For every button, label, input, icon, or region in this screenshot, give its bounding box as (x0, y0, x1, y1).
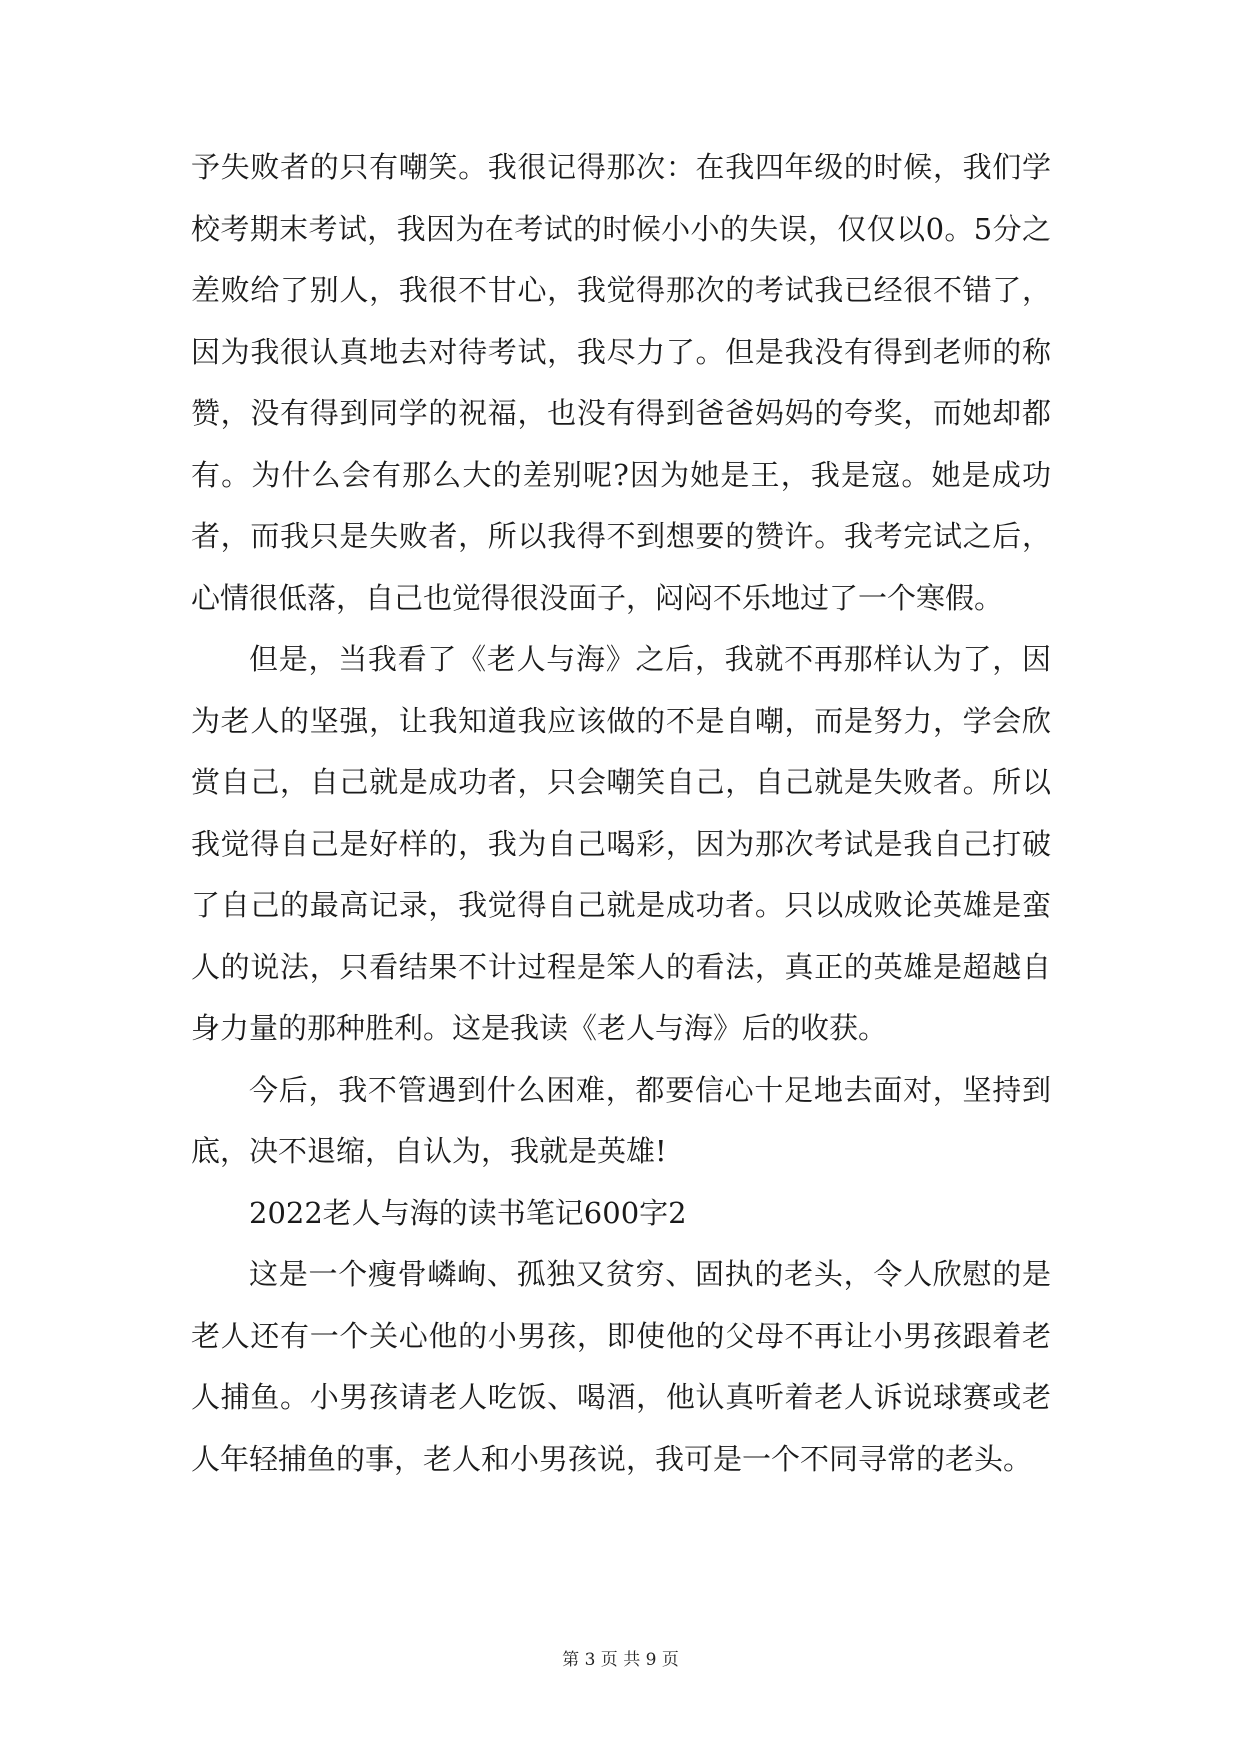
paragraph-continued: 予失败者的只有嘲笑。我很记得那次：在我四年级的时候，我们学校考期末考试，我因为在考试的时候小小的失误，仅仅以0。5分之差败给了别人，我很不甘心，我觉得那次的考试我已经很不错了，因为我很认真地去对待考试，我尽力了。但是我没有得到老师的称赞，没有得到同学的祝福，也没有得到爸爸妈妈的夸奖，而她却都有。为什么会有那么大的差别呢?因为她是王，我是寇。她是成功者，而我只是失败者，所以我得不到想要的赞许。我考完试之后，心情很低落，自己也觉得很没面子，闷闷不乐地过了一个寒假。 (191, 150, 1051, 615)
page-footer: 第 3 页 共 9 页 (562, 1650, 679, 1670)
paragraph: 但是，当我看了《老人与海》之后，我就不再那样认为了，因为老人的坚强，让我知道我应该做的不是自嘲，而是努力，学会欣赏自己，自己就是成功者，只会嘲笑自己，自己就是失败者。所以我觉得自己是好样的，我为自己喝彩，因为那次考试是我自己打破了自己的最高记录，我觉得自己就是成功者。只以成败论英雄是蛮人的说法，只看结果不计过程是笨人的看法，真正的英雄是超越自身力量的那种胜利。这是我读《老人与海》后的收获。 (191, 642, 1051, 1045)
document-body (191, 137, 1051, 1490)
paragraph: 今后，我不管遇到什么困难，都要信心十足地去面对，坚持到底，决不退缩，自认为，我就是英雄! (191, 1072, 1051, 1168)
paragraph: 这是一个瘦骨嶙峋、孤独又贫穷、固执的老头，令人欣慰的是老人还有一个关心他的小男孩，即使他的父母不再让小男孩跟着老人捕鱼。小男孩请老人吃饭、喝酒，他认真听着老人诉说球赛或老人年轻捕鱼的事，老人和小男孩说，我可是一个不同寻常的老头。 (191, 1257, 1051, 1476)
section-heading: 2022老人与海的读书笔记600字2 (249, 1195, 687, 1230)
